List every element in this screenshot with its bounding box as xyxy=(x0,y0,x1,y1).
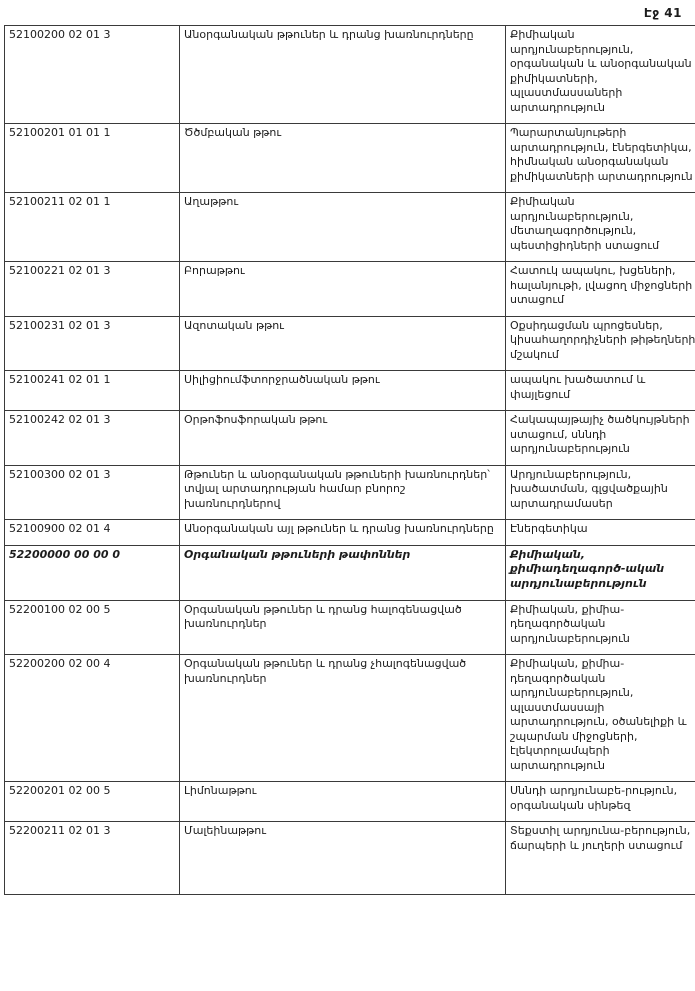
waste-usage: Հատուկ ապակու, խցեների, հալանյութի, լվացող միջոցների ստացում xyxy=(506,262,695,317)
waste-name: Լիմոնաթթու xyxy=(180,782,506,822)
table-row xyxy=(5,600,695,655)
waste-code: 52100241 02 01 1 xyxy=(5,371,180,411)
waste-code: 52100201 01 01 1 xyxy=(5,124,180,193)
waste-usage: Հակապայթայիչ ծածկույթների ստացում, սննդի արդյունաբերություն xyxy=(506,411,695,466)
waste-code: 52200100 02 00 5 xyxy=(5,600,180,655)
waste-name: Օրգանական թթուներ և դրանց հալոգենացված խառնուրդներ xyxy=(180,600,506,655)
table-row xyxy=(5,411,695,466)
waste-usage: Քիմիական արդյունաբերություն, օրգանական և անօրգանական քիմիկատների, պլաստմասսաների արտադրություն xyxy=(506,26,695,124)
waste-code: 52100300 02 01 3 xyxy=(5,465,180,520)
table-row xyxy=(5,316,695,371)
waste-code: 52200000 00 00 0 xyxy=(5,545,180,600)
table-row xyxy=(5,26,695,124)
waste-code: 52200200 02 00 4 xyxy=(5,655,180,782)
waste-usage: Էներգետիկա xyxy=(506,520,695,546)
table-row xyxy=(5,520,695,546)
waste-name: Բորաթթու xyxy=(180,262,506,317)
waste-code: 52100200 02 01 3 xyxy=(5,26,180,124)
waste-name: Մալեինաթթու xyxy=(180,822,506,895)
table-row xyxy=(5,822,695,895)
waste-code: 52100242 02 01 3 xyxy=(5,411,180,466)
waste-usage: Արդյունաբերություն, խածատման, գլցվածքային արտադրամասեր xyxy=(506,465,695,520)
table-row xyxy=(5,465,695,520)
waste-name: Թթուներ և անօրգանական թթուների խառնուրդներ՝ տվյալ արտադրության համար բնորոշ խառնուրդներով xyxy=(180,465,506,520)
waste-usage: Քիմիական, քիմիա-դեղագործական արդյունաբերություն xyxy=(506,600,695,655)
table-row xyxy=(5,655,695,782)
page-number: Էջ 41 xyxy=(643,6,682,20)
waste-code: 52200201 02 00 5 xyxy=(5,782,180,822)
waste-name: Անօրգանական թթուներ և դրանց խառնուրդները xyxy=(180,26,506,124)
waste-code: 52200211 02 01 3 xyxy=(5,822,180,895)
table-row xyxy=(5,262,695,317)
waste-usage: Քիմիական արդյունաբերություն, մետաղագործություն, պեստիցիդների ստացում xyxy=(506,193,695,262)
waste-usage: Օքսիդացման պրոցեսներ, կիսահաղորդիչների թիթեղների մշակում xyxy=(506,316,695,371)
waste-name: Օրգանական թթուներ և դրանց չհալոգենացված խառնուրդներ xyxy=(180,655,506,782)
waste-usage: Քիմիական, քիմիա-դեղագործական արդյունաբերություն, պլաստմասսայի արտադրություն, օծանելիքի և շպարման միջոցների, էլեկտրոլամպերի արտադրություն xyxy=(506,655,695,782)
waste-usage: Սննդի արդյունաբե-րություն, օրգանական սինթեզ xyxy=(506,782,695,822)
waste-name: Ծծմբական թթու xyxy=(180,124,506,193)
waste-usage: ապակու խածատում և փայլեցում xyxy=(506,371,695,411)
waste-code: 52100900 02 01 4 xyxy=(5,520,180,546)
waste-name: Օրթոֆոսֆորական թթու xyxy=(180,411,506,466)
waste-name: Սիլիցիումֆտորջրածնական թթու xyxy=(180,371,506,411)
waste-usage: Տեքստիլ արդյունա-բերություն, ճարպերի և յուղերի ստացում xyxy=(506,822,695,895)
table-row xyxy=(5,782,695,822)
waste-name: Աղաթթու xyxy=(180,193,506,262)
table-row xyxy=(5,193,695,262)
waste-usage: Պարարտանյութերի արտադրություն, էներգետիկա, հիմնական անօրգանական քիմիկատների արտադրություն xyxy=(506,124,695,193)
waste-code: 52100221 02 01 3 xyxy=(5,262,180,317)
waste-code: 52100231 02 01 3 xyxy=(5,316,180,371)
waste-classification-table xyxy=(4,25,695,895)
waste-name: Ազոտական թթու xyxy=(180,316,506,371)
table-row xyxy=(5,371,695,411)
waste-code: 52100211 02 01 1 xyxy=(5,193,180,262)
table-row xyxy=(5,124,695,193)
waste-usage: Քիմիական, քիմիադեղագործ-ական արդյունաբերություն xyxy=(506,545,695,600)
table-row-section-header xyxy=(5,545,695,600)
waste-name: Օրգանական թթուների թափոններ xyxy=(180,545,506,600)
waste-name: Անօրգանական այլ թթուներ և դրանց խառնուրդները xyxy=(180,520,506,546)
